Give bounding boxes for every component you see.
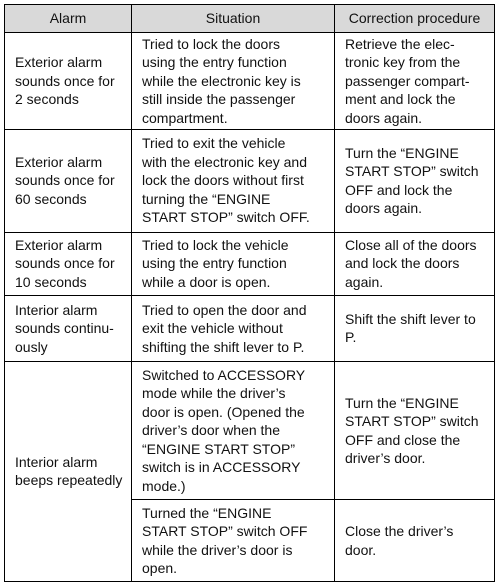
situation-text: Tried to open the door and exit the vehicle without shifting the shift lever to P. [142,301,307,355]
correction-cell [335,33,495,130]
correction-text: Shift the shift lever to P. [345,310,476,346]
situation-text: Tried to lock the vehicle using the entry function while a door is open. [142,236,289,290]
table-row [5,361,495,500]
correction-text: Turn the “ENGINE START STOP” switch OFF and lock the doors again. [345,144,479,217]
situation-text: Turned the “ENGINE START STOP” switch OFF while the driver’s door is open. [142,504,308,577]
correction-cell [335,129,495,232]
alarm-table [4,4,495,582]
correction-text: Close the driver’s door. [345,523,454,558]
header-row [5,5,495,33]
correction-cell [335,295,495,361]
situation-cell [132,500,335,582]
situation-text: Tried to exit the vehicle with the electronic key and lock the doors without first turning the “ENGINE START STOP” switch OFF. [142,135,310,226]
alarm-cell [5,232,132,295]
correction-cell [335,500,495,582]
situation-cell [132,295,335,361]
correction-cell [335,361,495,500]
header-correction-procedure: Correction procedure [335,5,495,33]
correction-text: Retrieve the elec- tronic key from the passenger compart- ment and lock the doors again. [345,35,470,126]
correction-text: Turn the “ENGINE START STOP” switch OFF and close the driver’s door. [345,394,479,467]
correction-text: Close all of the doors and lock the doors again. [345,236,477,290]
situation-text: Tried to lock the doors using the entry function while the electronic key is still inside the passenger compartment. [142,35,301,126]
alarm-text: Exterior alarm sounds once for 10 seconds [15,236,115,290]
table-row [5,33,495,130]
situation-cell [132,33,335,130]
alarm-text: Exterior alarm sounds once for 60 seconds [15,153,115,207]
alarm-cell [5,129,132,232]
situation-cell [132,129,335,232]
alarm-text: Exterior alarm sounds once for 2 seconds [15,54,115,108]
alarm-text: Interior alarm beeps repeatedly [15,453,123,489]
header-alarm: Alarm [5,5,132,33]
correction-cell [335,232,495,295]
alarm-text: Interior alarm sounds continu- ously [15,301,114,355]
situation-cell [132,232,335,295]
alarm-cell [5,361,132,581]
table-row [5,129,495,232]
situation-text: Switched to ACCESSORY mode while the driver’s door is open. (Opened the driver’s door when the “ENGINE START STOP” switch is in ACCESSORY mode.) [142,366,306,494]
table-row [5,295,495,361]
header-situation: Situation [132,5,335,33]
situation-cell [132,361,335,500]
alarm-cell [5,33,132,130]
alarm-cell [5,295,132,361]
table-row [5,232,495,295]
